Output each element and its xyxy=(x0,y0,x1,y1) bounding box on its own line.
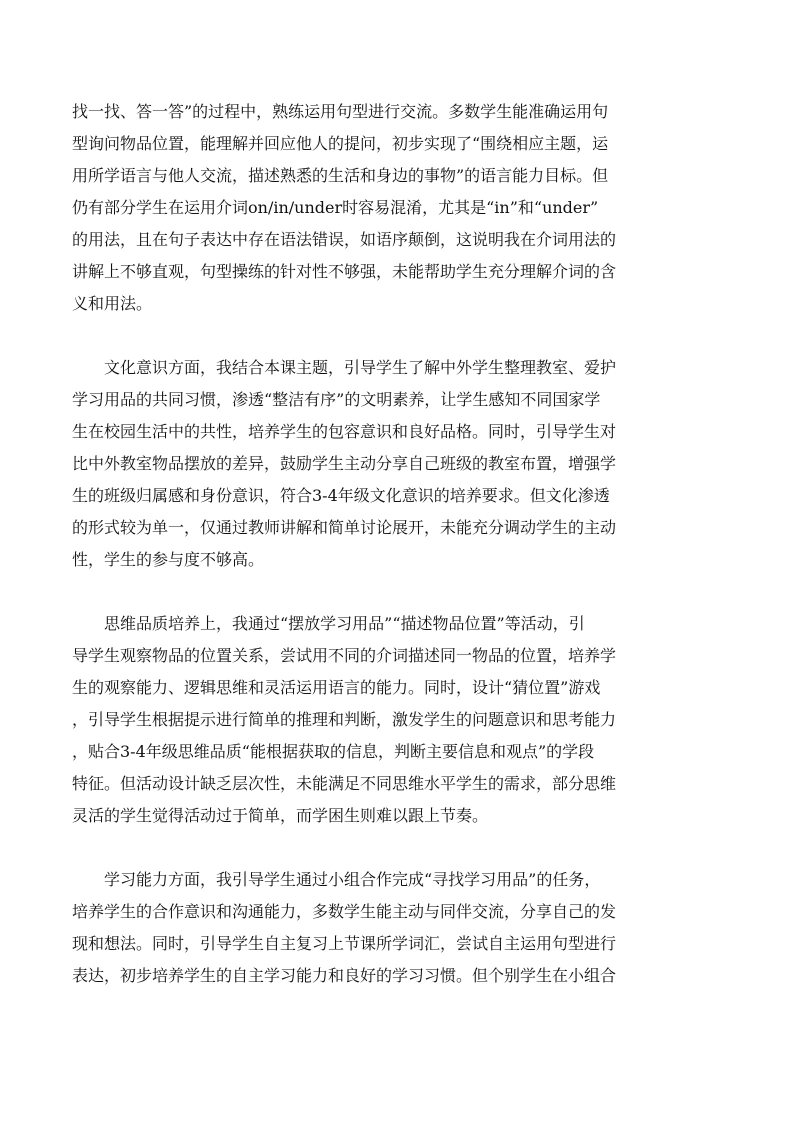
text-line: 生的班级归属感和身份意识，符合3-4年级文化意识的培养要求。但文化渗透 xyxy=(72,486,610,505)
text-line: 的形式较为单一，仅通过教师讲解和简单讨论展开，未能充分调动学生的主动 xyxy=(72,518,617,537)
text-line: 特征。但活动设计缺乏层次性，未能满足不同思维水平学生的需求，部分思维 xyxy=(72,774,617,793)
text-line: 生的观察能力、逻辑思维和灵活运用语言的能力。同时，设计“猜位置”游戏 xyxy=(72,678,601,697)
text-line: 培养学生的合作意识和沟通能力，多数学生能主动与同伴交流，分享自己的发 xyxy=(72,902,617,921)
text-line: 表达，初步培养学生的自主学习能力和良好的学习习惯。但个别学生在小组合 xyxy=(72,966,617,985)
text-line: 义和用法。 xyxy=(72,294,153,313)
text-line: 的用法，且在句子表达中存在语法错误，如语序颠倒，这说明我在介词用法的 xyxy=(72,230,617,249)
text-line: 找一找、答一答”的过程中，熟练运用句型进行交流。多数学生能准确运用句 xyxy=(72,102,609,121)
text-line: 性，学生的参与度不够高。 xyxy=(72,550,265,569)
text-line: 学习能力方面，我引导学生通过小组合作完成“寻找学习用品”的任务， xyxy=(72,870,601,889)
text-line: 灵活的学生觉得活动过于简单，而学困生则难以跟上节奏。 xyxy=(72,806,489,825)
text-line: 导学生观察物品的位置关系，尝试用不同的介词描述同一物品的位置，培养学 xyxy=(72,646,617,665)
text-line: ，贴合3-4年级思维品质“能根据获取的信息，判断主要信息和观点”的学段 xyxy=(72,742,595,761)
paragraph-cultural-awareness xyxy=(72,352,732,576)
paragraph-learning-ability xyxy=(72,864,732,992)
text-line: 文化意识方面，我结合本课主题，引导学生了解中外学生整理教室、爱护 xyxy=(72,358,617,377)
text-line: 讲解上不够直观，句型操练的针对性不够强，未能帮助学生充分理解介词的含 xyxy=(72,262,617,281)
text-line: ，引导学生根据提示进行简单的推理和判断，激发学生的问题意识和思考能力 xyxy=(72,710,617,729)
text-line: 学习用品的共同习惯，渗透“整洁有序”的文明素养，让学生感知不同国家学 xyxy=(72,390,601,409)
text-line: 现和想法。同时，引导学生自主复习上节课所学词汇，尝试自主运用句型进行 xyxy=(72,934,617,953)
text-line: 型询问物品位置，能理解并回应他人的提问，初步实现了“围绕相应主题，运 xyxy=(72,134,609,153)
text-line: 用所学语言与他人交流，描述熟悉的生活和身边的事物”的语言能力目标。但 xyxy=(72,166,609,185)
text-line: 比中外教室物品摆放的差异，鼓励学生主动分享自己班级的教室布置，增强学 xyxy=(72,454,617,473)
paragraph-thinking-quality xyxy=(72,608,732,832)
paragraph-language-ability xyxy=(72,96,732,320)
text-line: 仍有部分学生在运用介词on/in/under时容易混淆，尤其是“in”和“under” xyxy=(72,198,599,217)
text-line: 思维品质培养上，我通过“摆放学习用品”“描述物品位置”等活动，引 xyxy=(72,614,585,633)
text-line: 生在校园生活中的共性，培养学生的包容意识和良好品格。同时，引导学生对 xyxy=(72,422,617,441)
